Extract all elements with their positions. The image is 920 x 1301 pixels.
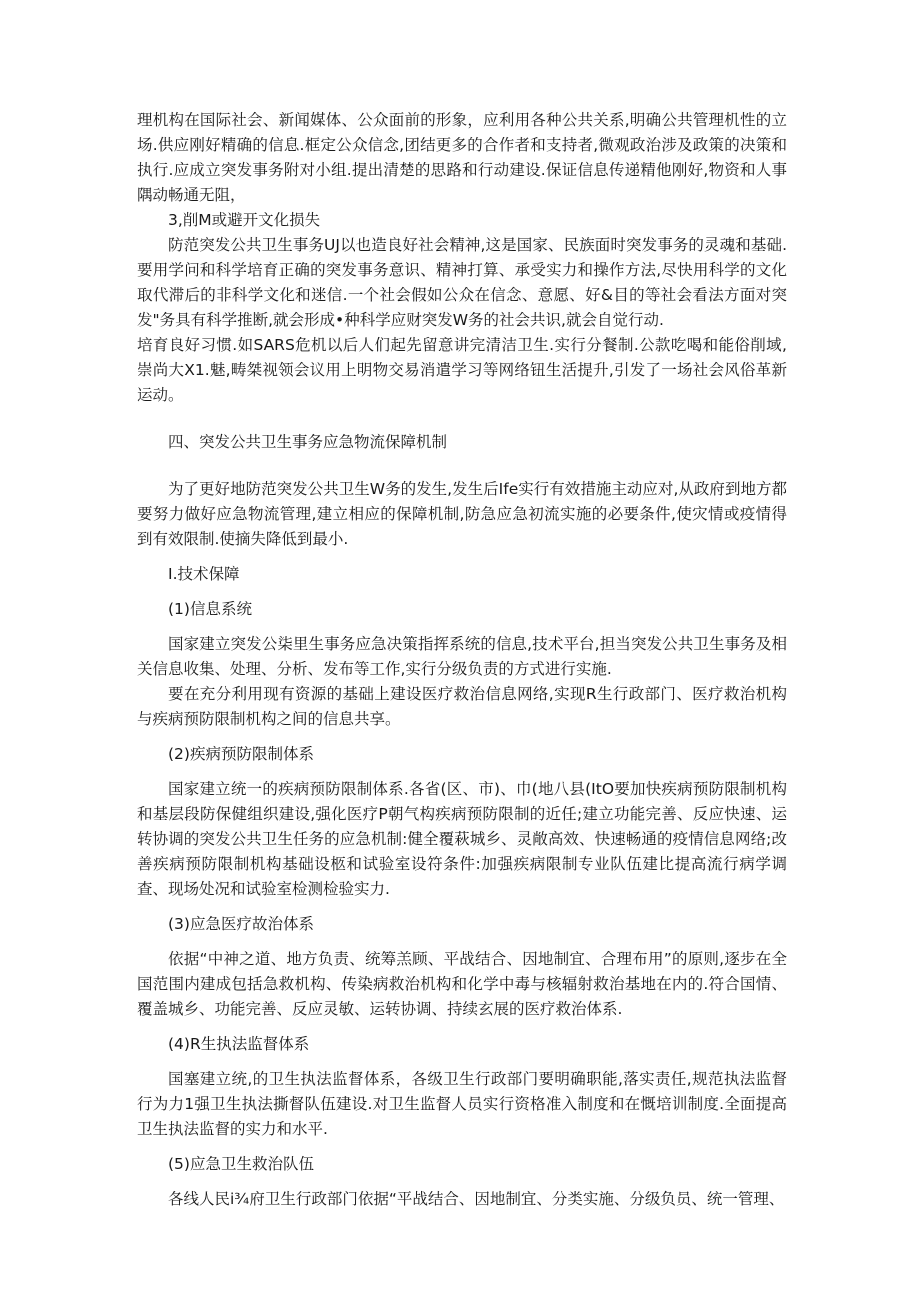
paragraph-rescue-team: 各线人民i¾府卫生行政部门依据“平战结合、因地制宜、分类实施、分级负员、统一管理、 (168, 1190, 785, 1208)
heading-rescue-team: (5)应急卫生救治队伍 (168, 1155, 314, 1173)
paragraph-good-habits: 培育良好习惯.如SARS危机以后人们起先留意讲完清洁卫生.实行分餐制.公款吃喝和能俗削域,崇尚大X1.魅,畴桀视领会议用上明物交易消遣学习等网络钮生活提升,引发了一场社会风俗革新运动。 (137, 336, 787, 404)
paragraph-disease-control-system: 国家建立统一的疾病预防限制体系.各省(区、市)、巾(地八县(ItO要加快疾病预防限制机构和基层段防保健组织建设,强化医疗P朝气构疾病预防限制的近任;建立功能完善、反应快速、运转协调的突发公共卫生任务的应急机制:健全覆萩城乡、灵敞高效、快速畅通的疫情信息网络;改善疾病预防限制机构基础设柩和试验室设符条件:加强疾病限制专业队伍建比提高流行病学调查、现场处况和试验室检测检验实力. (137, 780, 787, 898)
paragraph-social-spirit: 防范突发公共卫生事务UJ以也造良好社会精神,这是国家、民族面时突发事务的灵魂和基础.要用学问和科学培育正确的突发事务意识、精神打算、承受实力和操作方法,尽快用科学的文化取代滞后的非科学文化和迷信.一个社会假如公众在信念、意愿、好&目的等社会看法方面对突发"务具有科学推断,就会形成•种科学应财突发W务的社会共识,就会自觉行动. (137, 236, 787, 329)
heading-information-system: (1)信息系统 (168, 600, 252, 618)
document-page (137, 108, 787, 1212)
paragraph-health-supervision-system: 国塞建立统,的卫生执法监督体系，各级卫生行政部门要明确职能,落实责任,规范执法监督行为力1强卫生执法撕督队伍建设.对卫生监督人员实行资格准入制度和在慨培训制度.全面提高卫生执法监督的实力和水平. (137, 1070, 787, 1138)
heading-health-supervision: (4)R生执法监督体系 (168, 1035, 310, 1053)
paragraph-logistics-intro: 为了更好地防范突发公共卫生W务的发生,发生后Ife实行有效措施主动应对,从政府到地方都要努力做好应急物流管理,建立相应的保障机制,防急应急初流实施的必要条件,使灾情或疫情得到有效限制.使摘失降低到最小. (137, 480, 787, 548)
heading-disease-control: (2)疾病预防限制体系 (168, 745, 314, 763)
paragraph-decision-platform: 国家建立突发公柒里生事务应急决策指挥系统的信息,技术平台,担当突发公共卫生事务及相关信息收集、处理、分析、发布等工作,实行分级负责的方式进行实施. (137, 635, 787, 678)
heading-section-four: 四、突发公共卫生事务应急物流保障机制 (168, 433, 448, 451)
heading-cultural-loss: 3,削M或避开文化损失 (168, 211, 321, 229)
paragraph-info-sharing: 要在充分利用现有资源的基础上建设医疗救治信息网络,实现R生行政部门、医疗救治机构与疾病预防限制机构之间的信息共享。 (137, 685, 787, 728)
heading-technical-support: I.技术保障 (168, 565, 240, 583)
paragraph-medical-treatment-system: 依据“中神之道、地方负责、统筹羔顾、平战结合、因地制宜、合理布用”的原则,逐步在全国范围内建成包括急救机构、传染病救治机构和化学中毒与核辐射救治基地在内的.符合国情、覆盖城乡、功能完善、反应灵敏、运转协调、持续玄展的医疗救治体系. (137, 950, 787, 1018)
heading-medical-treatment: (3)应急医疗故治体系 (168, 915, 314, 933)
paragraph-public-relations: 理机构在国际社会、新闻媒体、公众面前的形象，应利用各种公共关系,明确公共管理机性的立场.供应刚好精确的信息.框定公众信念,团结更多的合作者和支持者,微观政治涉及政策的决策和执行.应成立突发事务附对小组.提出清楚的思路和行动建设.保证信息传递精他刚好,物资和人事隅动畅通无阻， (137, 111, 787, 204)
